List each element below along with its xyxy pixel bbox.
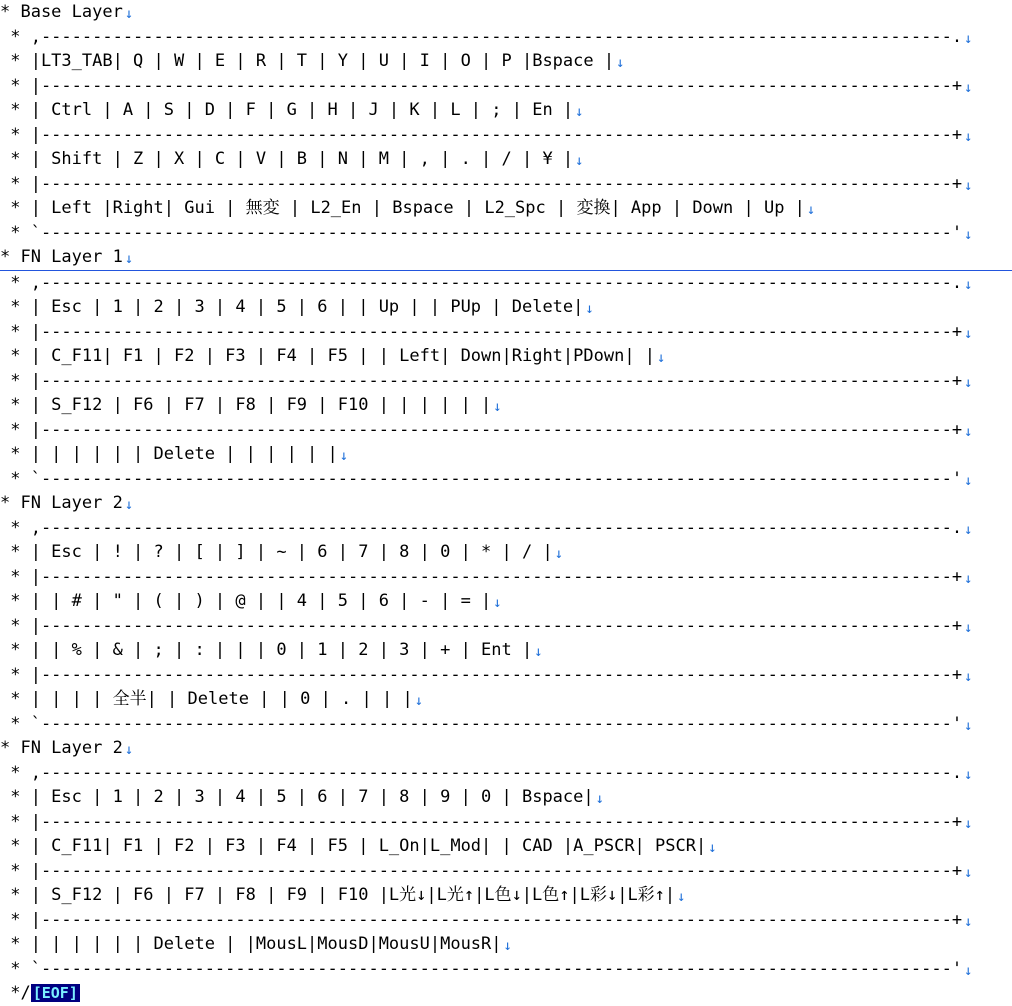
newline-mark-icon: ↓: [575, 153, 584, 169]
newline-mark-icon: ↓: [964, 325, 973, 342]
newline-mark-icon: ↓: [493, 595, 502, 611]
line-text: * |-----------------------------------------------------------------------------------------+: [0, 321, 963, 342]
line-text: * | Ctrl | A | S | D | F | G | H | J | K | L | ; | En |: [0, 100, 574, 120]
line-text: * ,-----------------------------------------------------------------------------------------.: [0, 26, 963, 47]
text-line[interactable]: [0, 638, 1012, 663]
text-line[interactable]: [0, 271, 1012, 296]
newline-mark-icon: ↓: [414, 693, 424, 709]
newline-mark-icon: ↓: [964, 913, 973, 930]
line-text: * |-----------------------------------------------------------------------------------------+: [0, 75, 963, 96]
line-text: * ,-----------------------------------------------------------------------------------------.: [0, 517, 963, 538]
line-text: * Base Layer: [0, 2, 123, 22]
line-text: * | | | | | | Delete | |MousL|MousD|MousU|MousR|: [0, 934, 502, 954]
newline-mark-icon: ↓: [964, 668, 973, 685]
newline-mark-icon: ↓: [964, 79, 973, 96]
text-line[interactable]: [0, 25, 1012, 50]
text-line[interactable]: [0, 810, 1012, 835]
line-text: * `-----------------------------------------------------------------------------------------': [0, 713, 963, 734]
line-text: * FN Layer 1: [0, 247, 123, 267]
line-text: * |-----------------------------------------------------------------------------------------+: [0, 566, 963, 587]
newline-mark-icon: ↓: [554, 546, 564, 562]
line-text: * ,-----------------------------------------------------------------------------------------.: [0, 762, 963, 783]
newline-mark-icon: ↓: [964, 128, 973, 145]
newline-mark-icon: ↓: [964, 374, 973, 391]
newline-mark-icon: ↓: [964, 177, 973, 194]
line-text: * |-----------------------------------------------------------------------------------------+: [0, 173, 963, 194]
newline-mark-icon: ↓: [124, 6, 134, 22]
newline-mark-icon: ↓: [124, 497, 134, 513]
newline-mark-icon: ↓: [964, 423, 973, 440]
line-text: * | | % | & | ; | : | | | 0 | 1 | 2 | 3 | + | Ent |: [0, 640, 533, 660]
line-text: * |-----------------------------------------------------------------------------------------+: [0, 860, 963, 881]
newline-mark-icon: ↓: [964, 766, 973, 783]
newline-mark-icon: ↓: [124, 742, 134, 758]
text-line[interactable]: [0, 295, 1012, 320]
text-line[interactable]: [0, 221, 1012, 246]
text-line[interactable]: [0, 393, 1012, 418]
text-line[interactable]: [0, 98, 1012, 123]
newline-mark-icon: ↓: [677, 889, 686, 905]
text-line[interactable]: [0, 344, 1012, 369]
text-line[interactable]: [0, 320, 1012, 345]
newline-mark-icon: ↓: [964, 864, 973, 881]
text-line[interactable]: [0, 614, 1012, 639]
line-text: * | C_F11| F1 | F2 | F3 | F4 | F5 | L_On|L_Mod| | CAD |A_PSCR| PSCR|: [0, 836, 707, 856]
newline-mark-icon: ↓: [964, 717, 973, 734]
text-line[interactable]: [0, 687, 1012, 712]
cursor-line[interactable]: [0, 245, 1012, 271]
text-line[interactable]: [0, 467, 1012, 492]
text-line[interactable]: [0, 785, 1012, 810]
text-line[interactable]: [0, 957, 1012, 982]
line-text: * |-----------------------------------------------------------------------------------------+: [0, 664, 963, 685]
newline-mark-icon: ↓: [806, 202, 816, 218]
line-text: * | Left |Right| Gui | 無変 | L2_En | Bspace | L2_Spc | 変換| App | Down | Up |: [0, 198, 805, 218]
newline-mark-icon: ↓: [534, 644, 543, 660]
text-line[interactable]: [0, 418, 1012, 443]
line-text: * |-----------------------------------------------------------------------------------------+: [0, 419, 963, 440]
line-text: * | Esc | ! | ? | [ | ] | ~ | 6 | 7 | 8 | 0 | * | / |: [0, 542, 553, 562]
text-line[interactable]: [0, 49, 1012, 74]
newline-mark-icon: ↓: [964, 570, 973, 587]
newline-mark-icon: ↓: [964, 815, 973, 832]
text-line[interactable]: [0, 859, 1012, 884]
line-text: * |-----------------------------------------------------------------------------------------+: [0, 370, 963, 391]
newline-mark-icon: ↓: [493, 399, 502, 415]
text-line[interactable]: [0, 663, 1012, 688]
newline-mark-icon: ↓: [964, 276, 973, 293]
newline-mark-icon: ↓: [339, 448, 349, 464]
newline-mark-icon: ↓: [964, 521, 973, 538]
line-text: * | Shift | Z | X | C | V | B | N | M | , | . | / | ¥ |: [0, 149, 574, 169]
text-line[interactable]: [0, 712, 1012, 737]
text-line[interactable]: [0, 516, 1012, 541]
newline-mark-icon: ↓: [964, 619, 973, 636]
eof-prefix: */: [0, 983, 31, 1003]
newline-mark-icon: ↓: [657, 350, 666, 366]
text-line[interactable]: [0, 0, 1012, 25]
text-line[interactable]: [0, 932, 1012, 957]
newline-mark-icon: ↓: [585, 301, 594, 317]
line-text: * `-----------------------------------------------------------------------------------------': [0, 468, 963, 489]
eof-marker: [EOF]: [32, 984, 78, 1002]
text-line[interactable]: [0, 761, 1012, 786]
newline-mark-icon: ↓: [708, 840, 717, 856]
text-line[interactable]: [0, 565, 1012, 590]
line-text: * ,-----------------------------------------------------------------------------------------.: [0, 272, 963, 293]
text-line[interactable]: [0, 834, 1012, 859]
line-text: * | | | | | | Delete | | | | | |: [0, 444, 338, 464]
text-line[interactable]: [0, 736, 1012, 761]
line-text: * |-----------------------------------------------------------------------------------------+: [0, 909, 963, 930]
line-text: * `-----------------------------------------------------------------------------------------': [0, 222, 963, 243]
text-line[interactable]: [0, 172, 1012, 197]
text-line[interactable]: [0, 196, 1012, 221]
text-line[interactable]: [0, 369, 1012, 394]
text-line[interactable]: [0, 540, 1012, 565]
newline-mark-icon: ↓: [964, 30, 973, 47]
line-text: * |-----------------------------------------------------------------------------------------+: [0, 124, 963, 145]
newline-mark-icon: ↓: [964, 226, 973, 243]
text-line[interactable]: [0, 908, 1012, 933]
newline-mark-icon: ↓: [616, 55, 625, 71]
newline-mark-icon: ↓: [595, 791, 605, 807]
newline-mark-icon: ↓: [124, 251, 134, 267]
line-text: * | S_F12 | F6 | F7 | F8 | F9 | F10 | | | | | |: [0, 395, 492, 415]
line-text: * | C_F11| F1 | F2 | F3 | F4 | F5 | | Left| Down|Right|PDown| |: [0, 346, 656, 366]
line-text: * FN Layer 2: [0, 493, 123, 513]
newline-mark-icon: ↓: [964, 962, 973, 979]
text-line[interactable]: [0, 442, 1012, 467]
text-line[interactable]: [0, 74, 1012, 99]
newline-mark-icon: ↓: [575, 104, 584, 120]
line-text: * |LT3_TAB| Q | W | E | R | T | Y | U | I | O | P |Bspace |: [0, 51, 615, 71]
line-text: * FN Layer 2: [0, 738, 123, 758]
text-line[interactable]: [0, 883, 1012, 908]
text-line[interactable]: [0, 589, 1012, 614]
newline-mark-icon: ↓: [503, 938, 512, 954]
text-line[interactable]: [0, 123, 1012, 148]
line-text: * | | | | 全半| | Delete | | 0 | . | | |: [0, 689, 413, 709]
line-text: * |-----------------------------------------------------------------------------------------+: [0, 811, 963, 832]
newline-mark-icon: ↓: [964, 472, 973, 489]
line-text: * |-----------------------------------------------------------------------------------------+: [0, 615, 963, 636]
line-text: * | Esc | 1 | 2 | 3 | 4 | 5 | 6 | | Up | | PUp | Delete|: [0, 297, 584, 317]
text-line[interactable]: [0, 147, 1012, 172]
line-text: * | S_F12 | F6 | F7 | F8 | F9 | F10 |L光↓|L光↑|L色↓|L色↑|L彩↓|L彩↑|: [0, 885, 676, 905]
line-text: * | | # | " | ( | ) | @ | | 4 | 5 | 6 | - | = |: [0, 591, 492, 611]
eof-line: [0, 981, 1012, 1006]
text-line[interactable]: [0, 491, 1012, 516]
line-text: * | Esc | 1 | 2 | 3 | 4 | 5 | 6 | 7 | 8 | 9 | 0 | Bspace|: [0, 787, 594, 807]
line-text: * `-----------------------------------------------------------------------------------------': [0, 958, 963, 979]
